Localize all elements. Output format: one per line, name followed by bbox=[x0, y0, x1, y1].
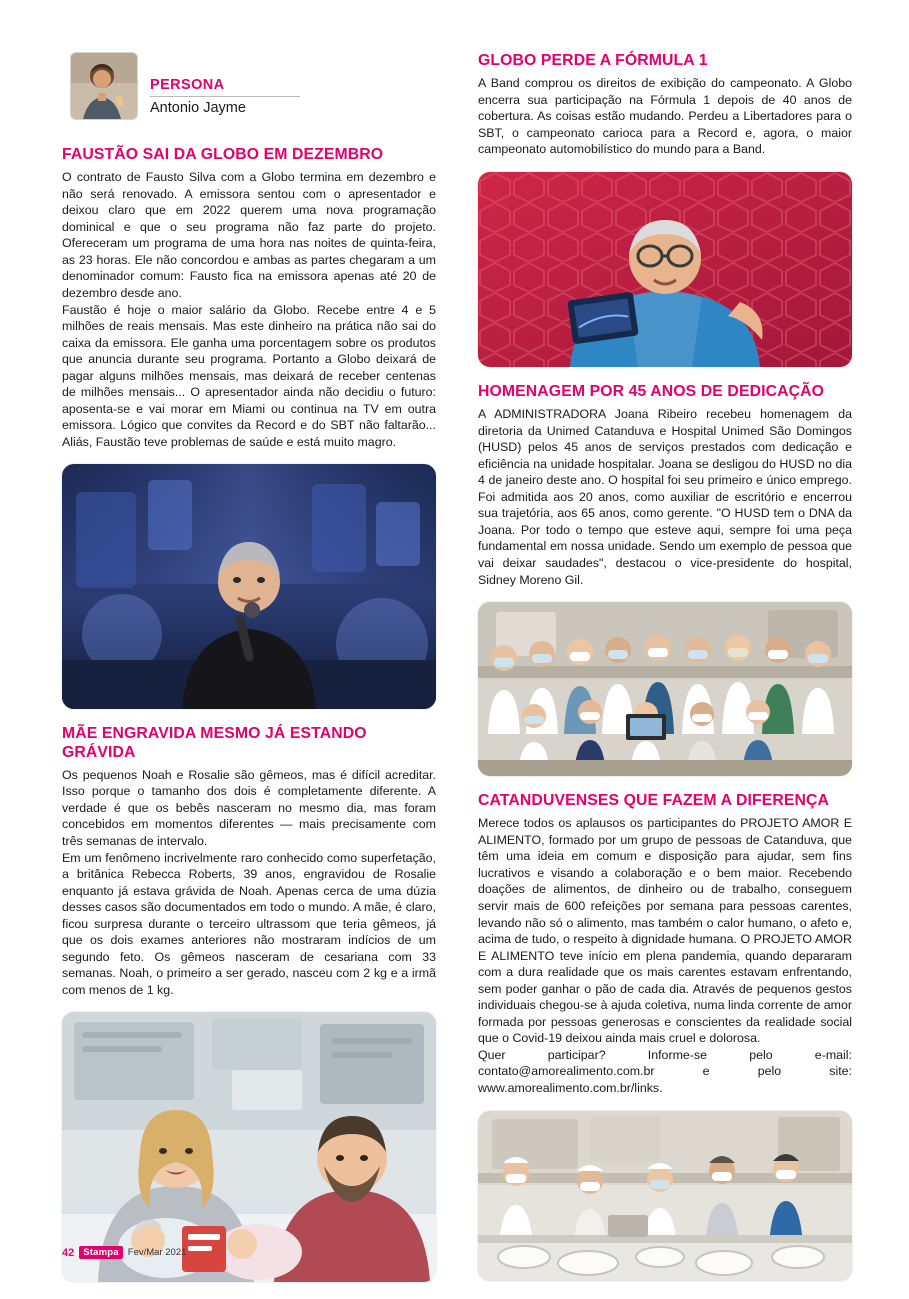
paragraph: Faustão é hoje o maior salário da Globo. Recebe entre 4 e 5 milhões de reais mensais. Mas este dinheiro na prática não sai do caixa da emissora. Ele ganha uma porcentagem sobre os produtos que anuncia durante seu programa. Portanto a Globo deixará de pagar alguns milhões mensais, mas deixará de receber centenas de milhões mensais... O apresentador ainda não decidiu o futuro: aposenta-se e vai morar em Miami ou continua na TV em outra emissora. Lógico que convites da Record e do SBT não faltarão... Aliás, Faustão teve problemas de saúde e está muito magro. bbox=[62, 302, 436, 449]
persona-portrait bbox=[70, 52, 138, 120]
article-body-homenagem bbox=[478, 406, 852, 588]
paragraph: Merece todos os aplausos os participantes do PROJETO AMOR E ALIMENTO, formado por um grupo de pessoas de Catanduva, que têm uma ideia em comum e disposição para ajudar, sem fins lucrativos e visando a colaboração e o bem maior. Recebendo doações de alimentos, de dinheiro ou de trabalho, conseguem servir mais de 600 refeições por semana para pessoas carentes, levando não só o alimento, mas também o calor humano, o afeto e, acima de tudo, o respeito à dignidade humana. O PROJETO AMOR E ALIMENTO teve início em plena pandemia, quando depararam com a dura realidade que os mais carentes estavam enfrentando, sem poder ganhar o pão de cada dia. Através de pequenos gestos individuais chegou-se à ajuda coletiva, numa linda corrente de amor formada por pessoas generosas e conscientes da realidade social que o Covid-19 deixou ainda mais cruel e dolorosa. bbox=[478, 816, 853, 1046]
headline-homenagem: HOMENAGEM POR 45 ANOS DE DEDICAÇÃO bbox=[478, 382, 824, 400]
headline-faustao: FAUSTÃO SAI DA GLOBO EM DEZEMBRO bbox=[62, 146, 384, 163]
headline-catanduvenses: CATANDUVENSES QUE FAZEM A DIFERENÇA bbox=[478, 792, 830, 810]
article-body-catanduvenses bbox=[478, 815, 852, 1096]
paragraph: Em um fenômeno incrivelmente raro conhecido como superfetação, a britânica Rebecca Roberts, 39 anos, engravidou de Rosalie enquanto já estava grávida de Noah. Apenas cerca de uma dúzia desses casos são documentados em todo o mundo. A mãe, é claro, ficou surpresa durante o terceiro ultrassom que teria gêmeos, já que os dois exames anteriores não mostraram indícios de um segundo feto. Os gêmeos nasceram de cesariana com 33 semanas. Noah, o primeiro a ser gerado, nasceu com 2 kg e a irmã com menos de 1 kg. bbox=[62, 850, 436, 997]
right-column bbox=[478, 52, 852, 1298]
photo-galvao bbox=[478, 172, 852, 367]
paragraph: Os pequenos Noah e Rosalie são gêmeos, mas é difícil acreditar. Isso porque o tamanho dos dois é completamente diferente. A verdade é que os bebês nasceram no mesmo dia, mas foram concebidos em momentos diferentes — mais precisamente com três semanas de intervalo. bbox=[62, 767, 436, 848]
persona-name: Antonio Jayme bbox=[150, 99, 246, 116]
page-columns bbox=[62, 52, 852, 1298]
headline-formula1: GLOBO PERDE A FÓRMULA 1 bbox=[478, 52, 708, 69]
photo-volunteers-kitchen bbox=[478, 1111, 852, 1281]
photo-twins-family bbox=[62, 1012, 436, 1282]
paragraph: O contrato de Fausto Silva com a Globo termina em dezembro e não será renovado. A emissora sentou com o apresentador e deixou claro que em 2022 querem uma nova programação dominical e que o seu programa não faz parte do projeto. Ofereceram um programa de uma hora nas noites de quinta-feira, as 23 horas. Ele não concordou e ambas as partes chegaram a um denominador comum: Fausto fica na emissora apenas até 20 de dezembro desde ano. bbox=[62, 170, 436, 300]
page-footer bbox=[62, 1246, 186, 1259]
article-body-formula1 bbox=[478, 75, 852, 158]
issue-date: Fev/Mar 2021 bbox=[127, 1247, 187, 1258]
left-column bbox=[62, 52, 436, 1298]
persona-block bbox=[62, 52, 436, 120]
magazine-name: Stampa bbox=[79, 1246, 123, 1259]
paragraph: A Band comprou os direitos de exibição do campeonato. A Globo encerra sua participação na Fórmula 1 depois de 40 anos de cobertura. As coisas estão mudando. Perdeu a Libertadores para o SBT, o campeonato carioca para a Record e, agora, o maior campeonato automobilístico do mundo para a Band. bbox=[478, 76, 852, 157]
photo-hospital-staff bbox=[478, 602, 852, 776]
page-number: 42 bbox=[62, 1246, 75, 1259]
article-body-faustao bbox=[62, 169, 436, 450]
paragraph: A ADMINISTRADORA Joana Ribeiro recebeu homenagem da diretoria da Unimed Catanduva e Hospital Unimed São Domingos (HUSD) pelos 45 anos de serviços prestados com dedicação e eficiência na unidade hospitalar. Joana se desligou do HUSD no dia 4 de janeiro deste ano. O hospital foi seu primeiro e único emprego. Foi admitida aos 20 anos, como auxiliar de escritório e encerrou sua trajetória, aos 65 anos, como gerente. "O HUSD tem o DNA da Joana. Por todo o tempo que esteve aqui, sempre foi uma peça fundamental em nossa unidade. Sendo um exemplo de pessoa que vai deixar saudades", destacou o vice-presidente do hospital, Sidney Moreno Gil. bbox=[478, 407, 852, 587]
photo-faustao bbox=[62, 464, 436, 709]
paragraph: Quer participar? Informe-se pelo e-mail: contato@amorealimento.com.br e pelo site: www.amorealimento.com.br/links. bbox=[478, 1047, 852, 1095]
headline-gemeos: MÃE ENGRAVIDA MESMO JÁ ESTANDO GRÁVIDA bbox=[62, 725, 367, 761]
article-body-gemeos bbox=[62, 767, 436, 999]
persona-text bbox=[150, 52, 300, 117]
persona-label: PERSONA bbox=[150, 78, 300, 97]
